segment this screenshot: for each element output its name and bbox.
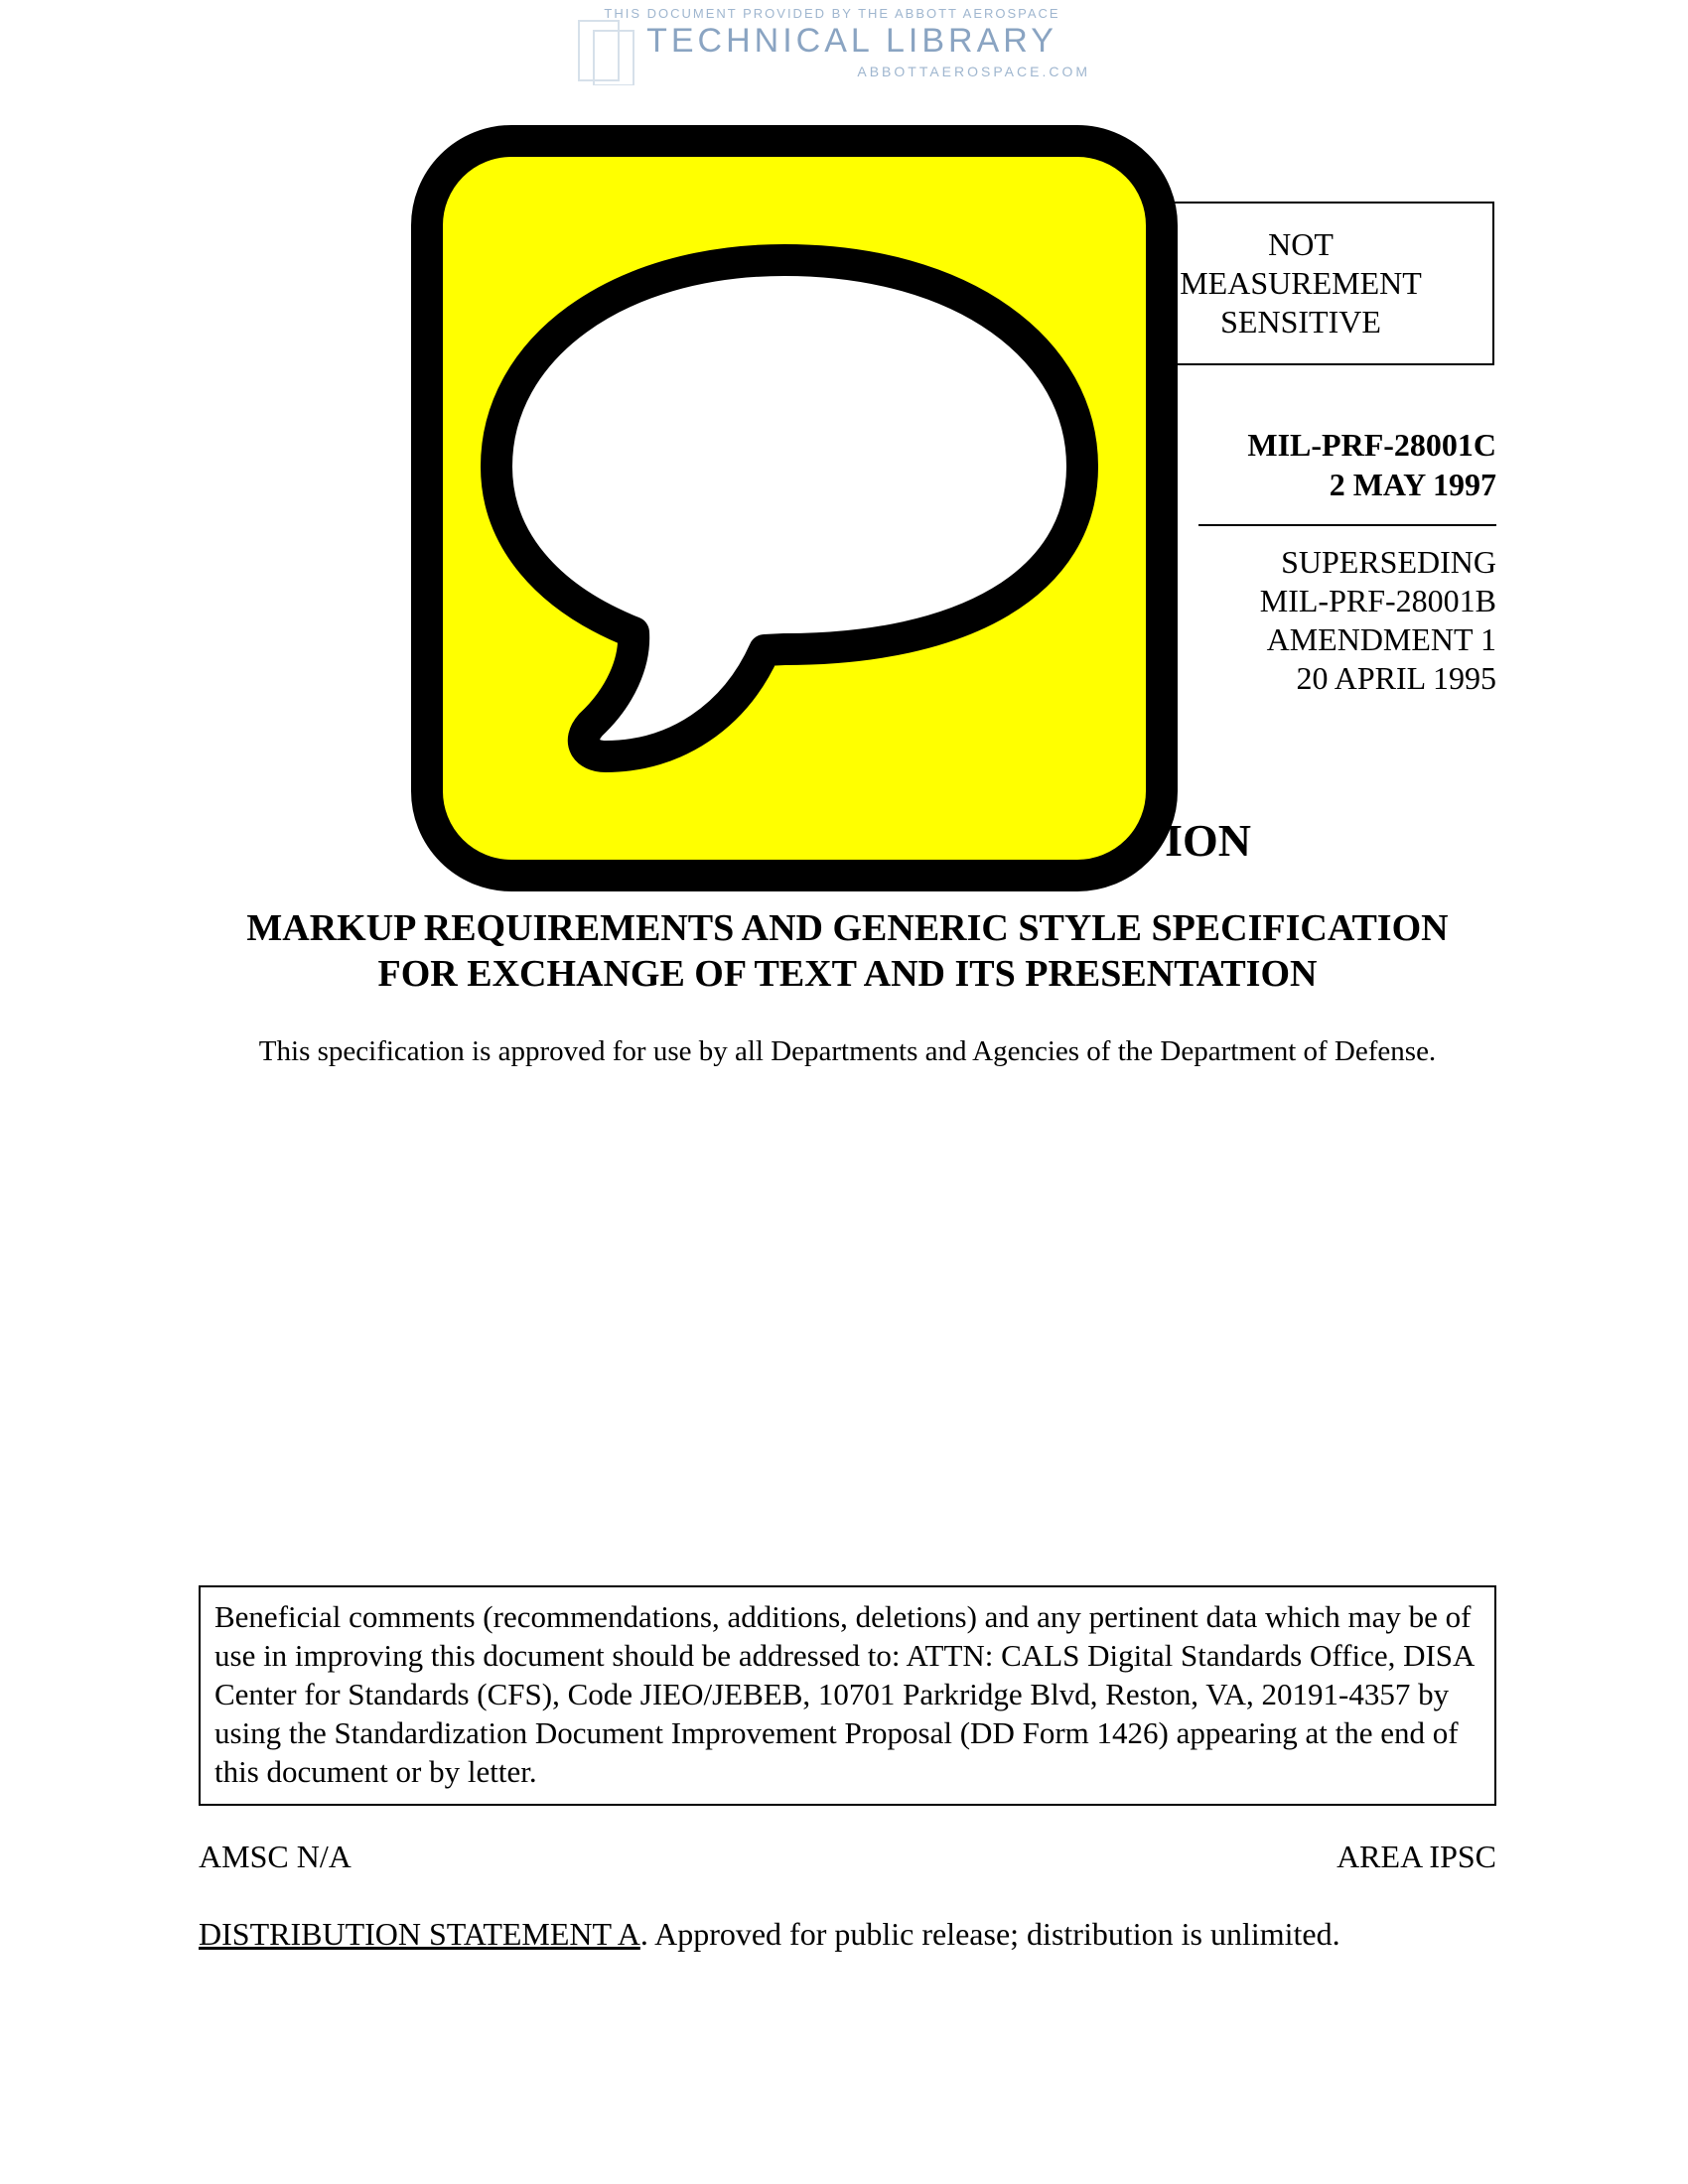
superseded-amendment: AMENDMENT 1 <box>1266 621 1496 657</box>
document-number: MIL-PRF-28001C <box>1247 427 1496 463</box>
speech-bubble-icon[interactable] <box>407 121 1182 895</box>
superseded-date: 20 APRIL 1995 <box>1296 660 1496 696</box>
document-title <box>199 905 1496 997</box>
title-line-2: FOR EXCHANGE OF TEXT AND ITS PRESENTATION <box>377 953 1318 995</box>
superseding-label: SUPERSEDING <box>1281 544 1496 580</box>
measurement-line-2: MEASUREMENT <box>1180 265 1422 301</box>
amsc-number: AMSC N/A <box>199 1839 352 1874</box>
divider-rule <box>1198 524 1496 526</box>
watermark-title: TECHNICAL LIBRARY <box>646 22 1057 60</box>
measurement-line-1: NOT <box>1268 226 1334 262</box>
distribution-statement <box>199 1916 1496 1953</box>
distribution-label: DISTRIBUTION STATEMENT A <box>199 1916 640 1952</box>
beneficial-comments-text: Beneficial comments (recommendations, additions, deletions) and any pertinent data which may be of use in improving this document should be addressed to: ATTN: CALS Digital Standards Office, DISA Center for Standards (CFS), Code JIEO/JEBEB, 10701 Parkridge Blvd, Reston, VA, 20191-4357 by using the Standardization Document Improvement Proposal (DD Form 1426) appearing at the end of this document or by letter. <box>214 1599 1474 1789</box>
watermark-top-line: THIS DOCUMENT PROVIDED BY THE ABBOTT AEROSPACE <box>604 6 1060 21</box>
beneficial-comments-box <box>199 1585 1496 1806</box>
library-watermark <box>574 6 1090 85</box>
watermark-url: ABBOTTAEROSPACE.COM <box>857 64 1090 79</box>
measurement-line-3: SENSITIVE <box>1220 304 1381 340</box>
document-date: 2 MAY 1997 <box>1329 467 1496 502</box>
superseded-document: MIL-PRF-28001B <box>1259 583 1496 618</box>
specification-type-heading: ION <box>1165 815 1251 866</box>
title-line-1: MARKUP REQUIREMENTS AND GENERIC STYLE SPECIFICATION <box>246 907 1449 949</box>
area-code: AREA IPSC <box>1336 1839 1496 1874</box>
distribution-text: . Approved for public release; distribution is unlimited. <box>639 1916 1340 1952</box>
approval-statement: This specification is approved for use by all Departments and Agencies of the Department of Defense. <box>258 1035 1437 1067</box>
